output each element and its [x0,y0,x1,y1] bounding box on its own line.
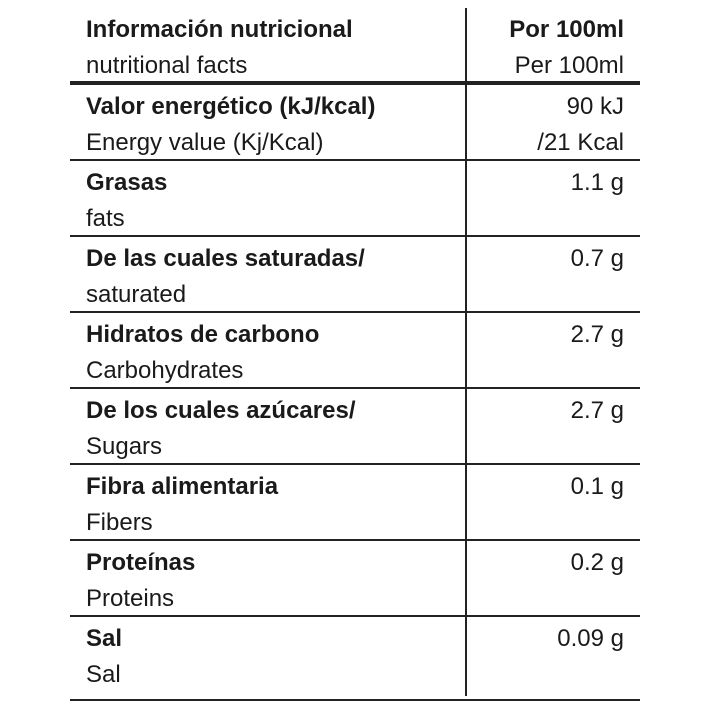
nutrient-name-en: Sal [86,661,121,688]
nutrient-name-en: saturated [86,281,187,308]
nutrient-name-es: Sal [86,625,123,652]
nutrient-value: 0.1 g [570,473,624,500]
header-per-en: Per 100ml [514,52,624,79]
nutrient-value-cell [557,621,624,657]
nutrient-value-kcal: /21 Kcal [537,129,624,156]
header-label-cell [86,12,353,84]
nutrient-value-cell [571,317,624,353]
table-row-saturated [70,237,640,313]
table-row-fibers [70,465,640,541]
table-row-energy [70,85,640,161]
nutrient-name-es: Fibra alimentaria [86,473,279,500]
nutrient-label-cell [86,621,122,693]
table-row-sugars [70,389,640,465]
nutrient-label-cell [86,165,167,237]
nutrient-name-en: Fibers [86,509,153,536]
nutrition-table [70,8,640,701]
header-per-cell [509,12,624,84]
nutrient-name-en: Carbohydrates [86,357,244,384]
nutrient-name-es: Hidratos de carbono [86,321,320,348]
nutrient-name-en: Energy value (Kj/Kcal) [86,129,324,156]
nutrient-name-es: Valor energético (kJ/kcal) [86,93,376,120]
table-header-row [70,8,640,85]
nutrient-name-es: Grasas [86,169,168,196]
nutrient-value-cell [571,165,624,201]
header-per-es: Por 100ml [509,16,624,43]
nutrient-value-kj: 90 kJ [566,93,624,120]
nutrient-name-en: fats [86,205,125,232]
nutrient-value-cell [571,393,624,429]
nutrient-value: 2.7 g [570,397,624,424]
nutrient-name-es: Proteínas [86,549,196,576]
nutrient-label-cell [86,393,355,465]
header-title-en: nutritional facts [86,52,248,79]
nutrient-value: 0.7 g [570,245,624,272]
nutrient-value: 0.2 g [570,549,624,576]
nutrient-value: 1.1 g [570,169,624,196]
table-row-salt [70,617,640,701]
nutrient-value: 0.09 g [557,625,624,652]
nutrient-name-en: Sugars [86,433,163,460]
nutrient-value-cell [537,89,624,161]
nutrient-label-cell [86,89,375,161]
table-row-proteins [70,541,640,617]
table-row-carbohydrates [70,313,640,389]
nutrient-value-cell [571,545,624,581]
header-title-es: Información nutricional [86,16,353,43]
nutrient-name-en: Proteins [86,585,175,612]
nutrient-value-cell [571,241,624,277]
nutrient-label-cell [86,317,319,389]
nutrient-value-cell [571,469,624,505]
table-row-fats [70,161,640,237]
nutrient-label-cell [86,469,278,541]
nutrient-value: 2.7 g [570,321,624,348]
nutrient-name-es: De los cuales azúcares/ [86,397,356,424]
nutrient-label-cell [86,241,365,313]
nutrient-label-cell [86,545,195,617]
nutrient-name-es: De las cuales saturadas/ [86,245,365,272]
